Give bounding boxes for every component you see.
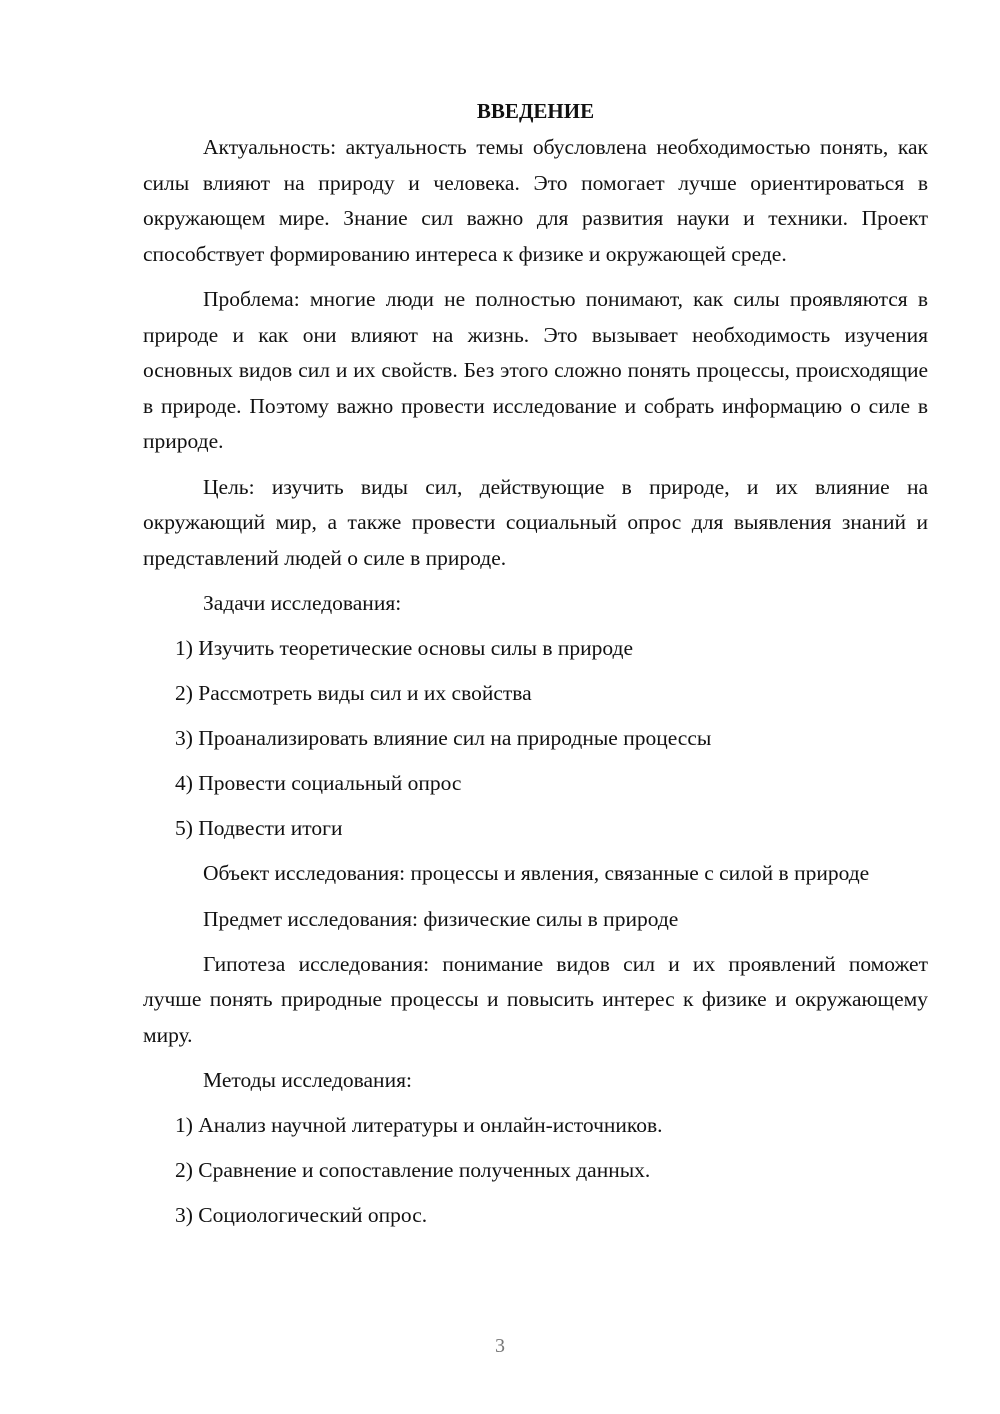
- list-item-method: 3) Социологический опрос.: [175, 1203, 428, 1227]
- object-paragraph: Объект исследования: процессы и явления, связанные с силой в природе: [203, 861, 870, 885]
- list-item-task: 3) Проанализировать влияние сил на природные процессы: [175, 726, 712, 750]
- list-item-task: 1) Изучить теоретические основы силы в природе: [175, 636, 633, 660]
- list-item-method: 2) Сравнение и сопоставление полученных данных.: [175, 1158, 651, 1182]
- tasks-list: [143, 631, 928, 846]
- methods-heading: Методы исследования:: [203, 1068, 412, 1092]
- problem-paragraph: Проблема: многие люди не полностью понимают, как силы проявляются в природе и как они влияют на жизнь. Это вызывает необходимость изучения основных видов сил и их свойств. Без этого сложно понять процессы, происходящие в природе. Поэтому важно провести исследование и собрать информацию о силе в природе.: [143, 287, 928, 453]
- list-item-method: 1) Анализ научной литературы и онлайн-источников.: [175, 1113, 663, 1137]
- goal-paragraph: Цель: изучить виды сил, действующие в природе, и их влияние на окружающий мир, а также провести социальный опрос для выявления знаний и представлений людей о силе в природе.: [143, 474, 928, 570]
- list-item-task: 4) Провести социальный опрос: [175, 771, 462, 795]
- methods-list: [143, 1108, 928, 1233]
- page-content: [143, 96, 928, 1243]
- relevance-paragraph: Актуальность: актуальность темы обусловлена необходимостью понять, как силы влияют на природу и человека. Это помогает лучше ориентироваться в окружающем мире. Знание сил важно для развития науки и техники. Проект способствует формированию интереса к физике и окружающей среде.: [143, 135, 928, 266]
- subject-paragraph: Предмет исследования: физические силы в природе: [203, 906, 679, 931]
- page-number: 3: [495, 1335, 505, 1357]
- section-title: ВВЕДЕНИЕ: [476, 99, 595, 123]
- tasks-heading: Задачи исследования:: [203, 591, 402, 615]
- list-item-task: 2) Рассмотреть виды сил и их свойства: [175, 681, 532, 705]
- list-item-task: 5) Подвести итоги: [175, 816, 343, 840]
- hypothesis-paragraph: Гипотеза исследования: понимание видов сил и их проявлений поможет лучше понять природные процессы и повысить интерес к физике и окружающему миру.: [143, 951, 928, 1047]
